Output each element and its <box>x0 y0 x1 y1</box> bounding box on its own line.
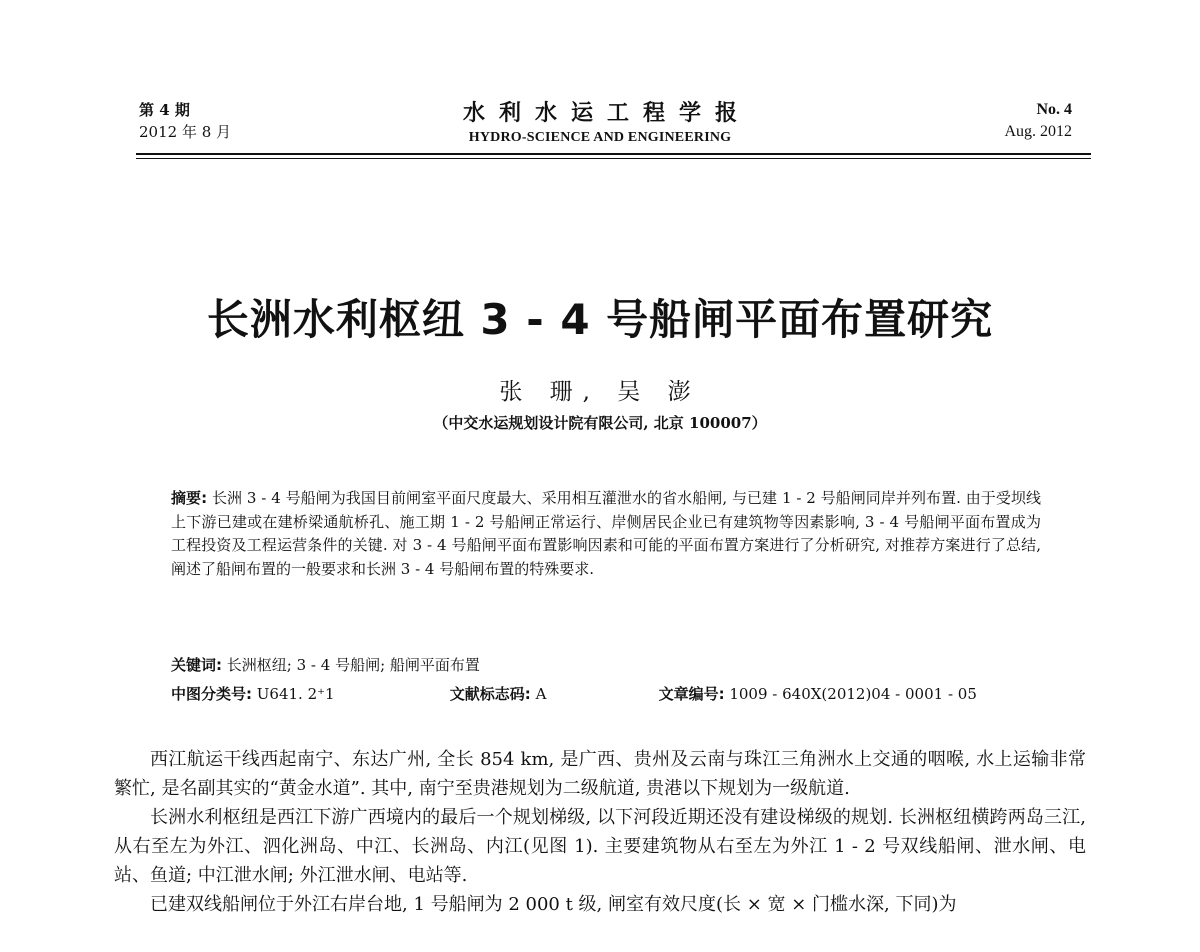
clc-value: U641. 2⁺1 <box>256 685 335 703</box>
body-paragraph: 已建双线船闸位于外江右岸台地, 1 号船闸为 2 000 t 级, 闸室有效尺度(长 × 宽 × 门槛水深, 下同)为 <box>150 894 957 915</box>
clc-cell <box>171 683 445 705</box>
keywords-text: 长洲枢纽; 3 - 4 号船闸; 船闸平面布置 <box>226 656 480 674</box>
article-authors: 张 珊, 吴 澎 <box>499 379 701 405</box>
keywords <box>171 654 1051 676</box>
author-affiliation: （中交水运规划设计院有限公司, 北京 100007） <box>433 414 767 432</box>
body-paragraph: 长洲水利枢纽是西江下游广西境内的最后一个规划梯级, 以下河段近期还没有建设梯级的规划. 长洲枢纽横跨两岛三江, 从右至左为外江、泗化洲岛、中江、长洲岛、内江(见图 1). 主要建筑物从右至左为外江 1 - 2 号双线船闸、泄水闸、电站、鱼道; 中江泄水闸; 外江泄水闸、电站等. <box>114 807 1086 886</box>
issue-number-en: No. 4 <box>1036 101 1072 118</box>
article-number-cell <box>659 683 977 705</box>
classification-row <box>171 683 1051 705</box>
issue-date-en: Aug. 2012 <box>1004 123 1072 140</box>
journal-title-cn: 水利水运工程学报 <box>462 100 751 126</box>
doc-code-cell <box>450 683 654 705</box>
abstract-label: 摘要: <box>171 489 208 507</box>
article-title: 长洲水利枢纽 3 - 4 号船闸平面布置研究 <box>206 295 994 344</box>
journal-title-en: HYDRO-SCIENCE AND ENGINEERING <box>468 130 732 145</box>
doc-code-label: 文献标志码: <box>449 685 531 703</box>
article-number-value: 1009 - 640X(2012)04 - 0001 - 05 <box>729 685 977 703</box>
article-number-label: 文章编号: <box>658 685 725 703</box>
doc-code-value: A <box>535 685 547 703</box>
clc-label: 中图分类号: <box>171 685 252 703</box>
header-rule-thin <box>136 158 1091 159</box>
header-rule-thick <box>136 153 1091 155</box>
abstract-text: 长洲 3 - 4 号船闸为我国目前闸室平面尺度最大、采用相互灌泄水的省水船闸, 与已建 1 - 2 号船闸同岸并列布置. 由于受坝线上下游已建或在建桥梁通航桥孔、施工期 1 - 2 号船闸正常运行、岸侧居民企业已有建筑物等因素影响, 3 - 4 号船闸平面布置成为工程投资及工程运营条件的关键. 对 3 - 4 号船闸平面布置影响因素和可能的平面布置方案进行了分析研究, 对推荐方案进行了总结, 阐述了船闸布置的一般要求和长洲 3 - 4 号船闸布置的特殊要求. <box>171 489 1041 578</box>
issue-date: 2012 年 8 月 <box>139 123 232 141</box>
body-text <box>114 745 1086 919</box>
issue-number: 第 4 期 <box>139 101 190 119</box>
body-paragraph: 西江航运干线西起南宁、东达广州, 全长 854 km, 是广西、贵州及云南与珠江三角洲水上交通的咽喉, 水上运输非常繁忙, 是名副其实的“黄金水道”. 其中, 南宁至贵港规划为二级航道, 贵港以下规划为一级航道. <box>114 749 1086 799</box>
header-right <box>1004 99 1072 143</box>
abstract <box>171 487 1041 581</box>
keywords-label: 关键词: <box>171 656 222 674</box>
